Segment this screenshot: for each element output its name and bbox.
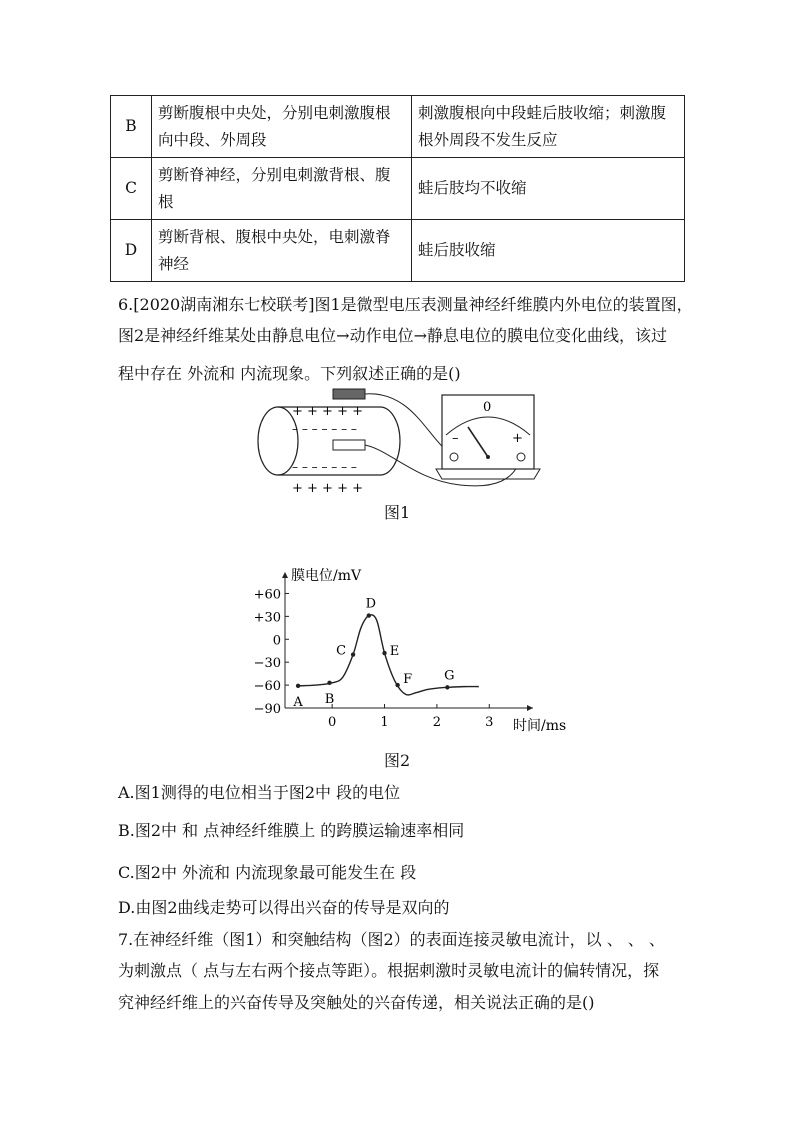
y-tick-label: 0: [272, 633, 281, 649]
curve-point-e: [382, 651, 386, 655]
x-tick-label: 2: [432, 715, 442, 730]
q7-line2: 为刺激点（ 点与左右两个接点等距）。根据刺激时灵敏电流计的偏转情况，探: [118, 961, 660, 980]
point-label-e: E: [389, 644, 400, 660]
option-result: 刺激腹根向中段蛙后肢收缩；刺激腹根外周段不发生反应: [412, 96, 685, 158]
curve-point-f: [395, 683, 399, 687]
x-tick-label: 3: [485, 715, 494, 730]
option-key: C: [111, 158, 152, 220]
fiber-minus-bottom: – – – – – – –: [292, 460, 357, 474]
options-table: [110, 95, 685, 282]
y-tick-label: +60: [253, 587, 281, 603]
point-label-c: C: [336, 643, 347, 659]
figure-1-caption: 图1: [384, 503, 411, 522]
point-label-d: D: [365, 596, 377, 612]
terminal-plus: [517, 453, 525, 461]
table-row: [111, 96, 685, 158]
needle-pivot: [486, 455, 490, 459]
x-tick-label: 0: [328, 715, 337, 730]
voltmeter-plus-label: +: [512, 431, 523, 446]
q6-line3: 程中存在 外流和 内流现象。下列叙述正确的是(): [118, 364, 461, 383]
option-key: B: [111, 96, 152, 158]
option-method: 剪断腹根中央处，分别电刺激腹根向中段、外周段: [152, 96, 412, 158]
figure-2-caption: 图2: [384, 751, 411, 770]
figure-2-chart: [245, 560, 567, 738]
inner-electrode: [333, 440, 365, 450]
fiber-plus-top: + + + + +: [292, 404, 363, 419]
curve-point-b: [327, 681, 331, 685]
figure-1-diagram: [240, 385, 550, 495]
q6-line1: 6.[2020湖南湘东七校联考]图1是微型电压表测量神经纤维膜内外电位的装置图，: [118, 295, 693, 314]
wire-outer: [365, 394, 454, 455]
y-tick-label: +30: [253, 610, 281, 626]
q6-option-a: A.图1测得的电位相当于图2中 段的电位: [118, 783, 401, 802]
voltmeter-zero-label: 0: [483, 400, 492, 415]
point-label-b: B: [324, 691, 335, 707]
point-label-g: G: [444, 668, 455, 684]
option-result: 蛙后肢均不收缩: [412, 158, 685, 220]
point-label-a: A: [293, 694, 303, 710]
table-row: [111, 220, 685, 282]
y-tick-label: −60: [253, 679, 281, 695]
q6-option-c: C.图2中 外流和 内流现象最可能发生在 段: [118, 863, 417, 882]
y-tick-label: −30: [253, 656, 281, 672]
q6-line2: 图2是神经纤维某处由静息电位→动作电位→静息电位的膜电位变化曲线，该过: [118, 326, 667, 345]
q7-line3: 究神经纤维上的兴奋传导及突触处的兴奋传递，相关说法正确的是(): [118, 993, 595, 1012]
outer-electrode: [333, 389, 365, 399]
option-key: D: [111, 220, 152, 282]
point-label-f: F: [403, 672, 413, 688]
curve-point-g: [445, 685, 449, 689]
voltmeter-base: [436, 469, 540, 479]
terminal-minus: [450, 453, 458, 461]
option-method: 剪断脊神经，分别电刺激背根、腹根: [152, 158, 412, 220]
curve-point-c: [351, 652, 355, 656]
option-result: 蛙后肢收缩: [412, 220, 685, 282]
q6-option-d: D.由图2曲线走势可以得出兴奋的传导是双向的: [118, 898, 450, 917]
y-axis-label: 膜电位/mV: [291, 568, 362, 584]
voltmeter-minus-label: –: [452, 431, 459, 446]
q6-option-b: B.图2中 和 点神经纤维膜上 的跨膜运输速率相同: [118, 821, 465, 840]
y-tick-label: −90: [253, 702, 281, 717]
curve-point-a: [296, 684, 300, 688]
fiber-minus-top: – – – – – – –: [292, 422, 357, 436]
x-axis-arrow: [527, 705, 533, 711]
q7-line1: 7.在神经纤维（图1）和突触结构（图2）的表面连接灵敏电流计，以 、 、 、: [118, 930, 665, 949]
x-axis-label: 时间/ms: [513, 718, 567, 734]
x-tick-label: 1: [380, 715, 389, 730]
option-method: 剪断背根、腹根中央处，电刺激脊神经: [152, 220, 412, 282]
fiber-plus-bottom: + + + + +: [292, 481, 363, 496]
curve-point-d: [367, 613, 371, 617]
table-row: [111, 158, 685, 220]
y-axis-arrow: [282, 572, 288, 578]
